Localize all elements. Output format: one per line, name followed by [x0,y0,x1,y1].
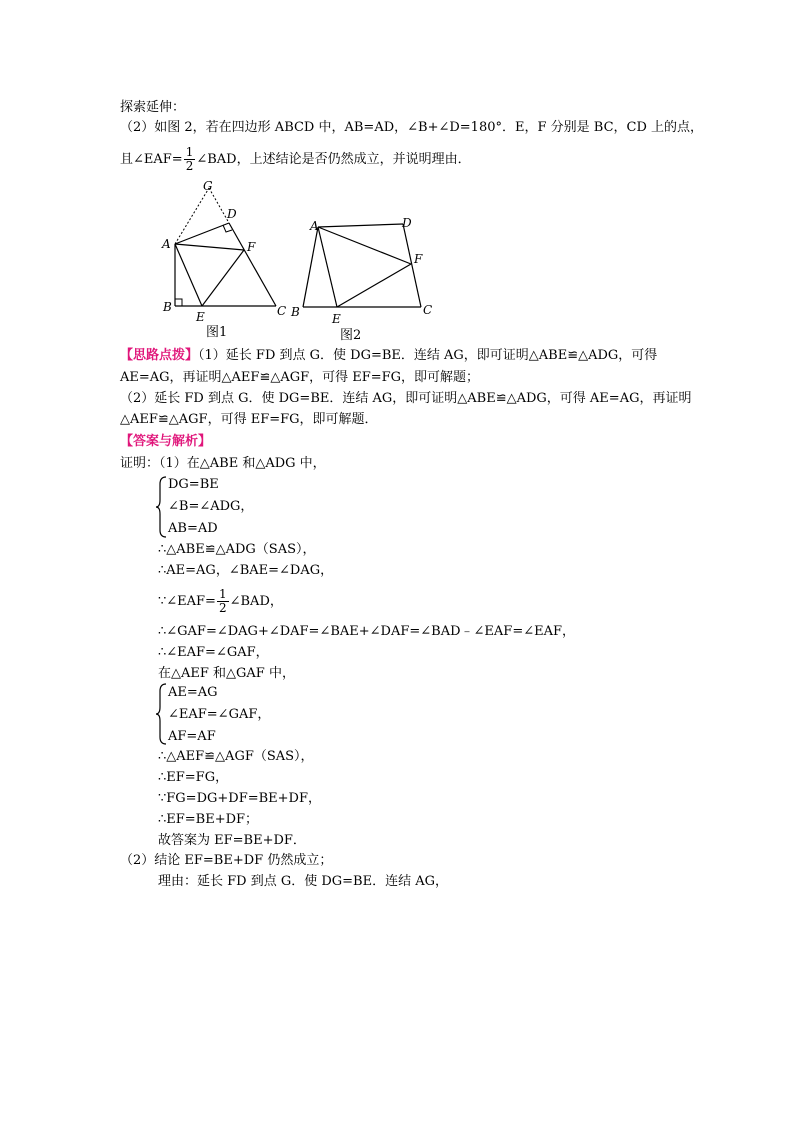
fraction-one-half [184,146,196,173]
right-angle-b [175,299,182,306]
sys2-line-2: ∠EAF=∠GAF， [168,707,271,722]
segment-af [318,227,411,264]
proof-step-3-pre: ∵∠EAF= [158,594,216,609]
proof-step-5: ∴∠EAF=∠GAF， [158,645,269,660]
problem-line-2-pre: 且∠EAF= [120,152,183,167]
proof-step-3-post: ∠BAD， [229,594,283,609]
fraction-denominator: 2 [185,159,194,173]
proof-step-11: 故答案为 EF=BE+DF． [158,833,306,848]
proof-step-4: ∴∠GAF=∠DAG+∠DAF=∠BAE+∠DAF=∠BAD﹣∠EAF=∠EAF， [158,624,576,639]
label-a: A [310,219,319,233]
label-b: B [291,305,300,319]
fraction-numerator-2: 1 [218,587,227,601]
segment-cd [229,223,276,306]
proof-step-10: ∴EF=BE+DF； [158,812,259,827]
segment-ab [303,227,318,307]
label-c: C [277,304,287,318]
figure-2 [285,210,445,350]
sys1-line-3: AB=AD [168,521,218,536]
brace-system-2 [156,683,168,745]
sys2-line-1: AE=AG [168,685,218,700]
proof-step-8: ∴EF=FG， [158,770,229,785]
segment-ef [337,264,411,307]
label-f: F [247,240,256,254]
label-c: C [423,303,433,317]
fraction-denominator-2: 2 [218,601,227,615]
label-e: E [332,312,341,326]
fraction-one-half-2 [217,588,229,615]
hint-text-1: （1）延长 FD 到点 G．使 DG=BE．连结 AG，即可证明△ABE≌△ADG，可得 [198,348,658,363]
brace-system-1 [156,476,168,538]
proof-step-1: ∴△ABE≌△ADG（SAS）， [158,542,316,557]
proof-step-7: ∴△AEF≌△AGF（SAS）， [158,749,314,764]
proof-step-3 [158,588,283,615]
figure-2-caption: 图2 [340,328,362,343]
figure-1-caption: 图1 [206,325,228,340]
label-d: D [227,207,237,221]
hint-line-1 [120,348,657,364]
part-2-conclusion: （2）结论 EF=BE+DF 仍然成立； [120,853,333,868]
hint-title: 【思路点拨】 [120,348,199,363]
segment-ae [175,244,202,306]
label-e: E [196,310,205,324]
segment-ad [175,223,229,244]
sys1-line-1: DG=BE [168,477,219,492]
part-2-reason: 理由：延长 FD 到点 G．使 DG=BE．连结 AG， [158,874,449,889]
dashed-gd [209,188,229,223]
label-d: D [402,216,412,230]
segment-af [175,244,244,250]
dashed-ag [175,188,209,244]
hint-line-2: AE=AG，再证明△AEF≌△AGF，可得 EF=FG，即可解题； [120,370,480,385]
section-heading: 探索延伸： [120,100,186,115]
answer-title: 【答案与解析】 [120,434,212,449]
proof-intro: 证明：（1）在△ABE 和△ADG 中， [120,456,326,471]
proof-step-2: ∴AE=AG，∠BAE=∠DAG， [158,563,334,578]
proof-step-9: ∵FG=DG+DF=BE+DF， [158,791,321,806]
segment-ad [318,224,403,227]
problem-line-2-post: ∠BAD，上述结论是否仍然成立，并说明理由． [196,152,471,167]
hint-line-4: △AEF≌△AGF，可得 EF=FG，即可解题． [120,412,378,427]
label-b: B [163,300,172,314]
segment-ae [318,227,337,307]
label-g: G [203,179,213,193]
sys2-line-3: AF=AF [168,729,216,744]
hint-line-3: （2）延长 FD 到点 G．使 DG=BE．连结 AG，即可证明△ABE≌△ADG，可得 AE=AG，再证明 [120,391,692,406]
sys1-line-2: ∠B=∠ADG， [168,499,254,514]
label-f: F [414,252,423,266]
segment-ef [202,250,244,306]
problem-line-2 [120,146,471,173]
figure-1 [160,175,300,345]
problem-line-1: （2）如图 2，若在四边形 ABCD 中，AB=AD，∠B+∠D=180°．E，F 分别是 BC，CD 上的点， [120,120,704,135]
proof-step-6: 在△AEF 和△GAF 中， [158,666,295,681]
label-a: A [162,237,171,251]
fraction-numerator: 1 [185,145,194,159]
